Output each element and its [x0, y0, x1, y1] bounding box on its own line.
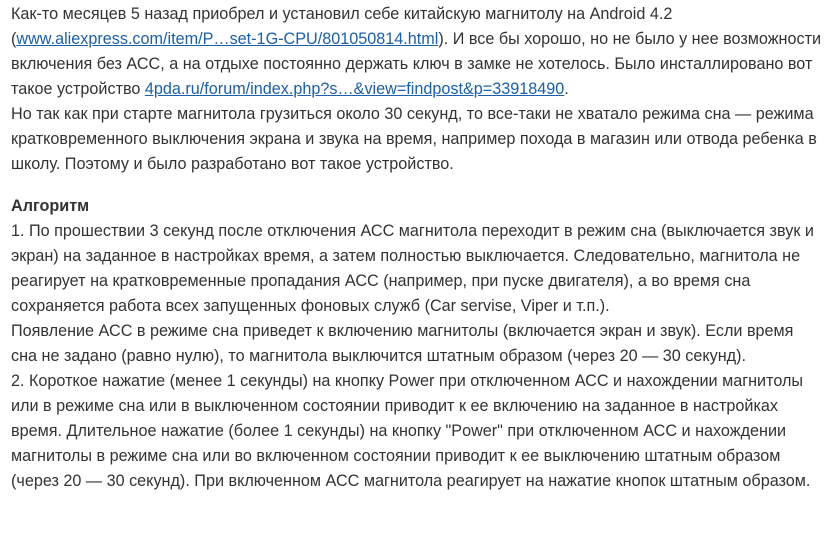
intro-text-1: Как-то месяцев 5 назад приобрел и установил себе китайскую магнитолу на Android 4.2 (: [11, 5, 673, 48]
intro-paragraph: [11, 2, 823, 102]
section-spacer: [11, 177, 823, 194]
intro-text-3: .: [564, 80, 569, 98]
article-body: [11, 2, 823, 494]
4pda-forum-link[interactable]: 4pda.ru/forum/index.php?s…&view=findpost&p=33918490: [144, 80, 565, 98]
algorithm-item-1-continued: Появление АСС в режиме сна приведет к включению магнитолы (включается экран и звук). Если время сна не задано (равно нулю), то магнитола выключится штатным образом (через 20 — 30 секунд).: [11, 322, 794, 365]
intro-text-2: ). И все бы хорошо, но не было у нее возможности включения без АСС, а на отдыхе постоянно держать ключ в замке не хотелось. Было инсталлировано вот такое устройство: [11, 30, 822, 98]
intro-paragraph-continued: Но так как при старте магнитола грузиться около 30 секунд, то все-таки не хватало режима сна — режима кратковременного выключения экрана и звука на время, например похода в магазин или отвода ребенка в школу. Поэтому и было разработано вот такое устройство.: [11, 105, 817, 173]
aliexpress-link[interactable]: www.aliexpress.com/item/P…set-1G-CPU/801050814.html: [16, 30, 439, 48]
algorithm-item-1: 1. По прошествии 3 секунд после отключения АСС магнитола переходит в режим сна (выключается звук и экран) на заданное в настройках время, а затем полностью выключается. Следовательно, магнитола не реагирует на кратковременные пропадания АСС (например, при пуске двигателя), а во время сна сохраняется работа всех запущенных фоновых служб (Car servise, Viper и т.п.).: [11, 222, 814, 315]
algorithm-item-2: 2. Короткое нажатие (менее 1 секунды) на кнопку Power при отключенном АСС и нахождении магнитолы или в режиме сна или в выключенном состоянии приводит к ее включению на заданное в настройках время. Длительное нажатие (более 1 секунды) на кнопку "Power" при отключенном АСС и нахождении магнитолы в режиме сна или во включенном состоянии приводит к ее выключению штатным образом (через 20 — 30 секунд). При включенном АСС магнитола реагирует на нажатие кнопок штатным образом.: [11, 372, 811, 490]
algorithm-heading: Алгоритм: [11, 197, 90, 215]
